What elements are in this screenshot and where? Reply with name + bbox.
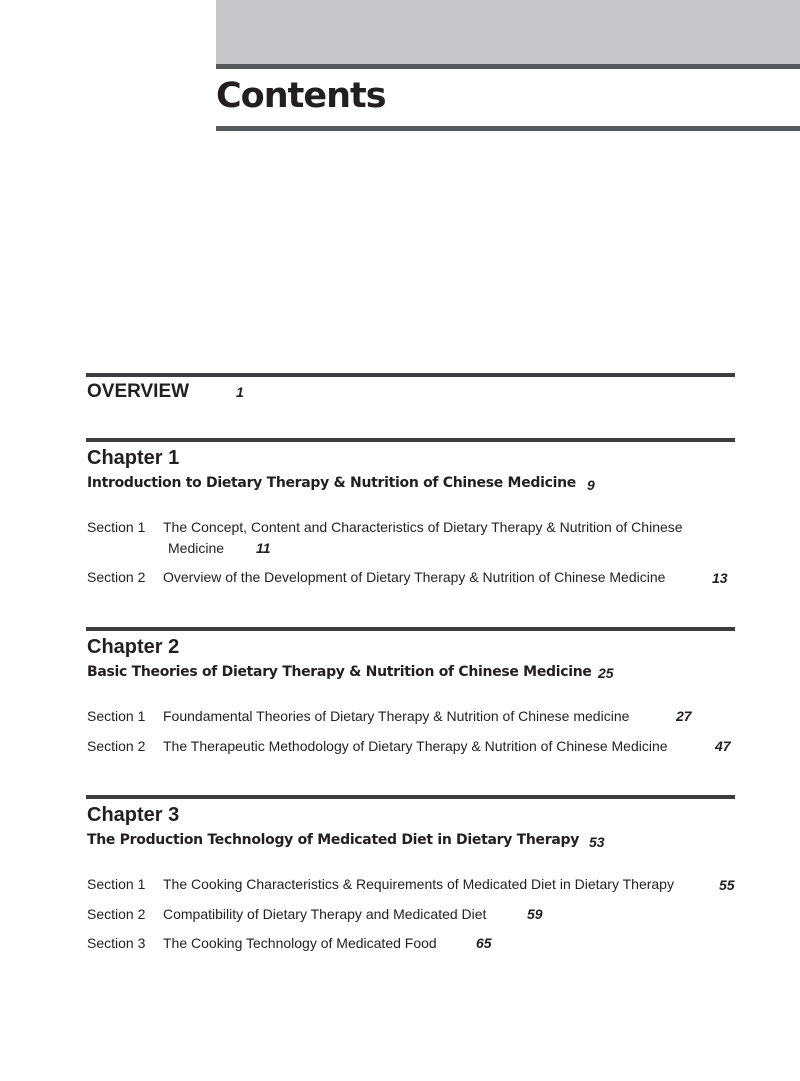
- section-title[interactable]: The Therapeutic Methodology of Dietary Therapy & Nutrition of Chinese Medicine: [163, 738, 668, 754]
- chapter-1-label[interactable]: Chapter 1: [87, 447, 180, 469]
- section-label: Section 1: [87, 519, 146, 535]
- section-label: Section 2: [87, 738, 146, 754]
- section-title[interactable]: The Cooking Characteristics & Requirements of Medicated Diet in Dietary Therapy: [163, 876, 674, 892]
- chapter-2-rule: [86, 627, 735, 631]
- chapter-3-title[interactable]: The Production Technology of Medicated Diet in Dietary Therapy: [87, 832, 580, 848]
- chapter-2-title[interactable]: Basic Theories of Dietary Therapy & Nutrition of Chinese Medicine: [87, 664, 592, 680]
- section-page: 47: [715, 738, 731, 754]
- page-title: Contents: [216, 76, 386, 116]
- section-title-cont[interactable]: Medicine: [168, 540, 225, 556]
- section-title[interactable]: The Cooking Technology of Medicated Food: [163, 935, 437, 951]
- chapter-2-page: 25: [598, 665, 614, 681]
- chapter-3-rule: [86, 795, 735, 799]
- section-page: 65: [476, 935, 492, 951]
- chapter-2-label[interactable]: Chapter 2: [87, 636, 180, 658]
- section-label: Section 1: [87, 708, 146, 724]
- section-title[interactable]: Overview of the Development of Dietary Therapy & Nutrition of Chinese Medicine: [163, 569, 666, 585]
- chapter-1-title[interactable]: Introduction to Dietary Therapy & Nutrition of Chinese Medicine: [87, 475, 576, 491]
- section-label: Section 3: [87, 935, 146, 951]
- section-page: 11: [256, 540, 271, 556]
- section-label: Section 2: [87, 906, 146, 922]
- overview-page: 1: [236, 384, 244, 400]
- header-divider: [216, 64, 800, 69]
- chapter-1-rule: [86, 438, 735, 442]
- chapter-3-page: 53: [589, 834, 605, 850]
- chapter-1-page: 9: [587, 477, 595, 493]
- section-title[interactable]: The Concept, Content and Characteristics of Dietary Therapy & Nutrition of Chinese: [163, 519, 683, 535]
- header-gray-block: [216, 0, 800, 64]
- overview-label[interactable]: OVERVIEW: [87, 381, 190, 402]
- section-page: 27: [676, 708, 692, 724]
- section-label: Section 1: [87, 876, 146, 892]
- section-label: Section 2: [87, 569, 146, 585]
- overview-rule: [86, 373, 735, 377]
- chapter-3-label[interactable]: Chapter 3: [87, 804, 180, 826]
- section-page: 13: [712, 570, 728, 586]
- section-page: 59: [527, 906, 543, 922]
- section-title[interactable]: Foundamental Theories of Dietary Therapy & Nutrition of Chinese medicine: [163, 708, 630, 724]
- section-page: 55: [719, 877, 735, 893]
- section-title[interactable]: Compatibility of Dietary Therapy and Medicated Diet: [163, 906, 487, 922]
- title-divider: [216, 126, 800, 131]
